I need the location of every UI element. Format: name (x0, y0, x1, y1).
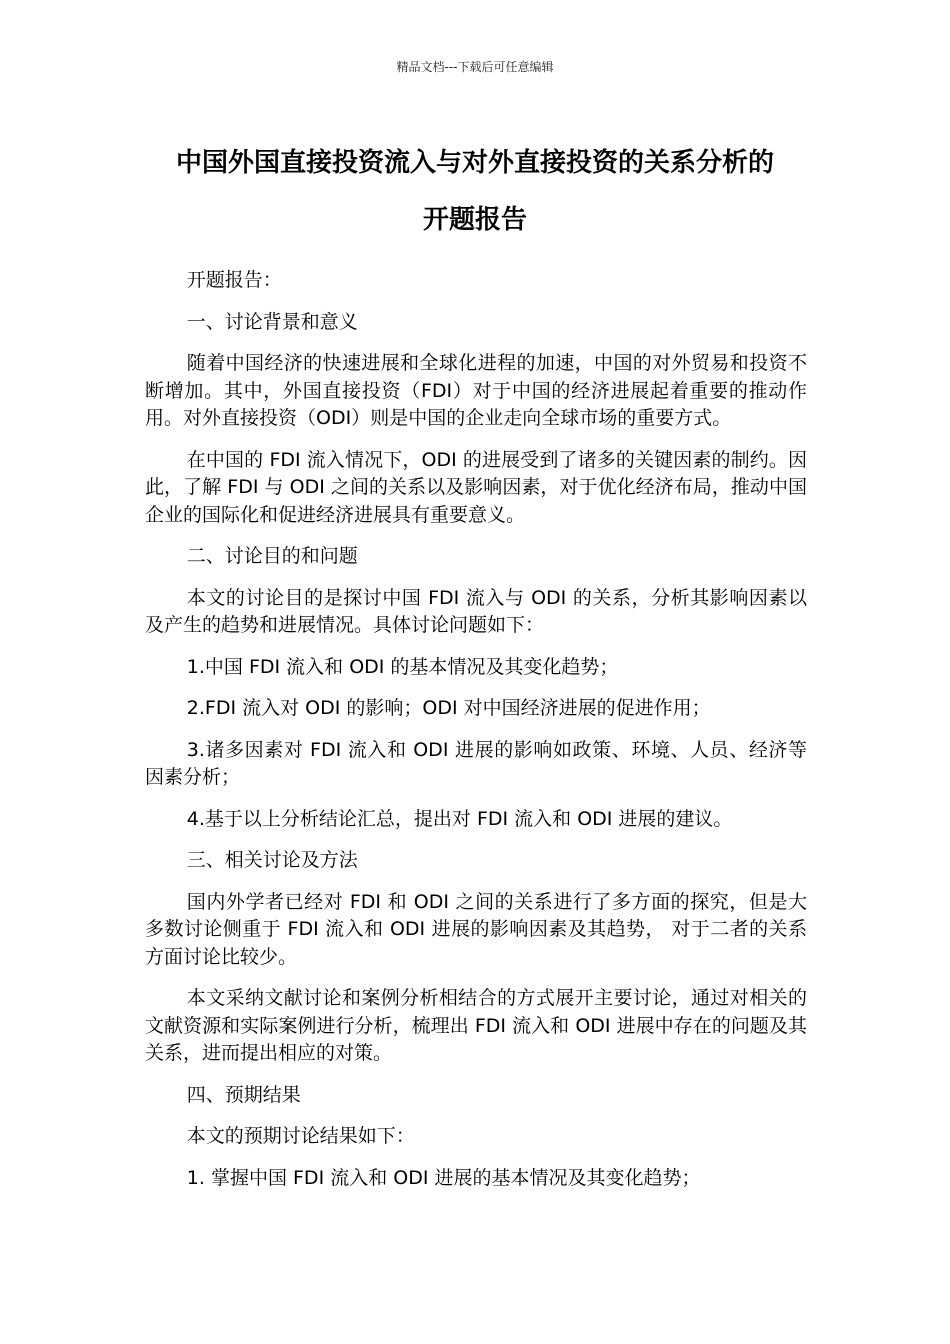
document-title-line-1: 中国外国直接投资流入与对外直接投资的关系分析的 (175, 148, 774, 178)
paragraph-methods: 本文采纳文献讨论和案例分析相结合的方式展开主要讨论，通过对相关的文献资源和实际案例进行分析，梳理出 FDI 流入和 ODI 进展中存在的问题及其关系，进而提出相应的对策。 (145, 987, 807, 1064)
list-item-question-1: 1.中国 FDI 流入和 ODI 的基本情况及其变化趋势； (186, 655, 619, 678)
list-item-expected-result-1: 1. 掌握中国 FDI 流入和 ODI 进展的基本情况及其变化趋势； (186, 1166, 701, 1189)
paragraph-expected-results-intro: 本文的预期讨论结果如下： (186, 1125, 415, 1147)
paragraph-related-research: 国内外学者已经对 FDI 和 ODI 之间的关系进行了多方面的探究，但是大多数讨论侧重于 FDI 流入和 ODI 进展的影响因素及其趋势， 对于二者的关系方面讨论比较少。 (145, 890, 807, 968)
document-body (145, 267, 807, 1206)
header-note: 精品文档---下载后可任意编辑 (396, 60, 554, 74)
paragraph-background-1: 随着中国经济的快速进展和全球化进程的加速，中国的对外贸易和投资不断增加。其中，外国直接投资（FDI）对于中国的经济进展起着重要的推动作用。对外直接投资（ODI）则是中国的企业走向全球市场的重要方式。 (145, 352, 807, 429)
section-heading-purpose: 二、讨论目的和问题 (186, 545, 358, 567)
list-item-question-2: 2.FDI 流入对 ODI 的影响；ODI 对中国经济进展的促进作用； (186, 697, 711, 719)
intro-label: 开题报告： (186, 269, 282, 291)
paragraph-background-2: 在中国的 FDI 流入情况下，ODI 的进展受到了诸多的关键因素的制约。因此，了解 FDI 与 ODI 之间的关系以及影响因素，对于优化经济布局，推动中国企业的国际化和促进经济进展具有重要意义。 (145, 448, 807, 526)
document-title (130, 135, 820, 249)
list-item-question-4: 4.基于以上分析结论汇总，提出对 FDI 流入和 ODI 进展的建议。 (186, 807, 733, 830)
section-heading-expected-results: 四、预期结果 (186, 1083, 301, 1106)
section-heading-background: 一、讨论背景和意义 (186, 310, 358, 333)
document-title-line-2: 开题报告 (422, 205, 527, 235)
paragraph-purpose: 本文的讨论目的是探讨中国 FDI 流入与 ODI 的关系，分析其影响因素以及产生的趋势和进展情况。具体讨论问题如下： (145, 586, 807, 636)
list-item-question-3: 3.诸多因素对 FDI 流入和 ODI 进展的影响如政策、环境、人员、经济等因素分析； (145, 738, 807, 788)
section-heading-related-research: 三、相关讨论及方法 (186, 849, 358, 871)
